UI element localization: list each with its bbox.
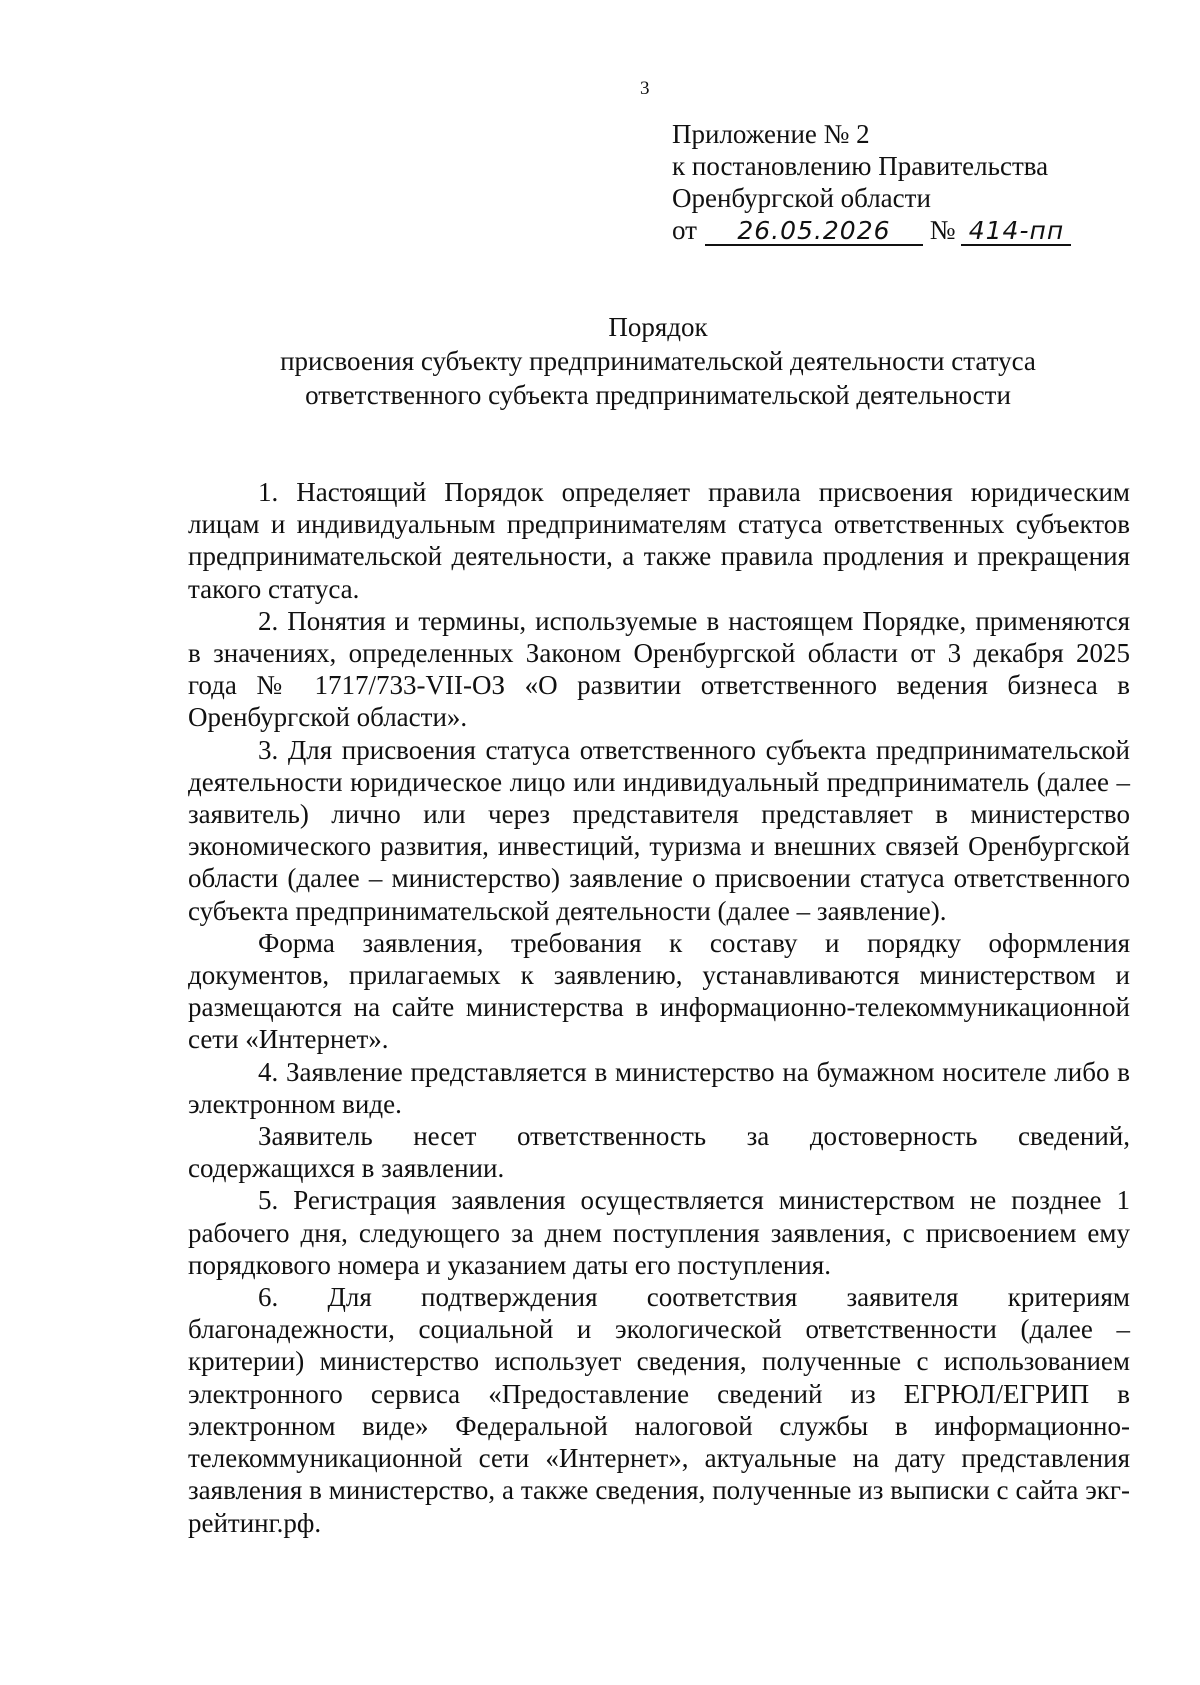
title-line-1: присвоения субъекту предпринимательской деятельности статуса	[280, 346, 1036, 376]
number-label: №	[929, 215, 956, 245]
appendix-line-2: к постановлению Правительства	[672, 151, 1049, 181]
from-label: от	[672, 215, 697, 245]
appendix-header	[672, 118, 1071, 246]
paragraph-6: 6. Для подтверждения соответствия заявителя критериям благонадежности, социальной и экологической ответственности (далее – критерии) министерство использует сведения, полученные с использованием электронного сервиса «Предоставление сведений из ЕГРЮЛ/ЕГРИП в электронном виде» Федеральной налоговой службы в информационно-телекоммуникационной сети «Интернет», актуальные на дату представления заявления в министерство, а также сведения, полученные из выписки с сайта экг-рейтинг.рф.	[188, 1282, 1130, 1538]
handwritten-date: 26.05.2026	[705, 218, 923, 246]
appendix-line-3: Оренбургской области	[672, 183, 931, 213]
document-body	[188, 476, 1130, 1539]
handwritten-number: 414-пп	[961, 218, 1071, 246]
appendix-line-1: Приложение № 2	[672, 119, 870, 149]
appendix-date-line	[672, 214, 1071, 246]
paragraph-5: 5. Регистрация заявления осуществляется министерством не позднее 1 рабочего дня, следующего за днем поступления заявления, с присвоением ему порядкового номера и указанием даты его поступления.	[188, 1185, 1130, 1280]
paragraph-4-responsibility: Заявитель несет ответственность за достоверность сведений, содержащихся в заявлении.	[188, 1121, 1130, 1184]
paragraph-3: 3. Для присвоения статуса ответственного субъекта предпринимательской деятельности юридическое лицо или индивидуальный предприниматель (далее – заявитель) лично или через представителя представляет в министерство экономического развития, инвестиций, туризма и внешних связей Оренбургской области (далее – министерство) заявление о присвоении статуса ответственного субъекта предпринимательской деятельности (далее – заявление).	[188, 734, 1130, 926]
paragraph-3-form: Форма заявления, требования к составу и порядку оформления документов, прилагаемых к заявлению, устанавливаются министерством и размещаются на сайте министерства в информационно-телекоммуникационной сети «Интернет».	[188, 927, 1130, 1055]
paragraph-1: 1. Настоящий Порядок определяет правила присвоения юридическим лицам и индивидуальным предпринимателям статуса ответственных субъектов предпринимательской деятельности, а также правила продления и прекращения такого статуса.	[188, 477, 1130, 604]
paragraph-4: 4. Заявление представляется в министерство на бумажном носителе либо в электронном виде.	[188, 1056, 1130, 1119]
document-title	[0, 310, 1200, 412]
page-number: 3	[640, 78, 650, 99]
title-line-2: ответственного субъекта предпринимательской деятельности	[305, 380, 1011, 410]
paragraph-2: 2. Понятия и термины, используемые в настоящем Порядке, применяются в значениях, определенных Законом Оренбургской области от 3 декабря 2025 года № 1717/733-VII-ОЗ «О развитии ответственного ведения бизнеса в Оренбургской области».	[188, 605, 1130, 733]
title-heading: Порядок	[608, 312, 708, 342]
